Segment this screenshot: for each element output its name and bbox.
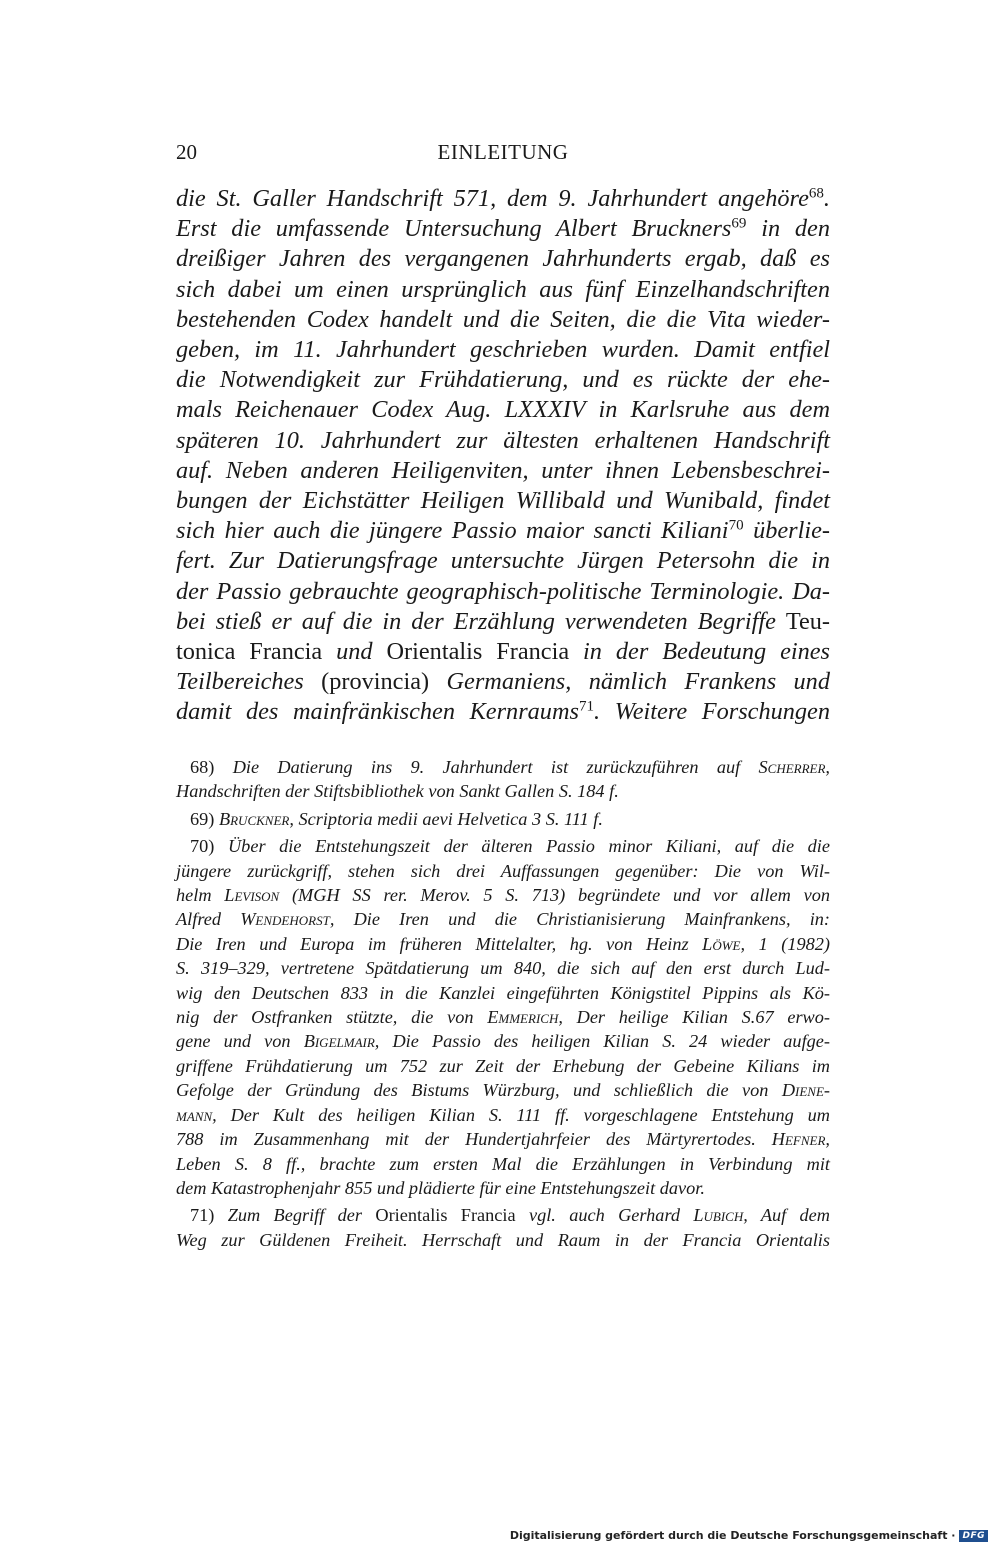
funding-credit-text: Digitalisierung gefördert durch die Deutsche Forschungsgemeinschaft · [509,1529,956,1542]
text-line: geben, im 11. Jahrhundert geschrieben wurden. Damit entfiel [176,336,830,364]
footnote-70: 70) Über die Entstehungszeit der älteren Passio minor Kiliani, auf die die jüngere zurückgriff, stehen sich drei Auffassungen gegenüber: Die von Wil- helm Levison (MGH SS rer. Merov. 5 S. 713) begründete und vor allem von Alfred Wendehorst, Die Iren und die Christianisierung Mainfrankens, in: Die Iren und Europa im früheren Mittelalter, hg. von Heinz Löwe, 1 (1982) S. 319–329, vertretene Spätdatierung um 840, die sich auf den erst durch Lud- wig den Deutschen 833 in die Kanzlei eingeführten Königstitel Pippins als Kö- nig der Ostfranken stützte, die von Emmerich, Der heilige Kilian S.67 erwo- gene und von Bigelmair, Die Passio des heiligen Kilian S. 24 wieder aufge- griffene Frühdatierung um 752 zur Zeit der Erhebung der Gebeine Kilians im Gefolge der Gründung des Bistums Würzburg, und schließlich die von Diene- mann, Der Kult des heiligen Kilian S. 111 ff. vorgeschlagene Entstehung um 788 im Zusammenhang mit der Hundertjahrfeier des Märtyrertodes. Hefner, Leben S. 8 ff., brachte zum ersten Mal die Erzählungen in Verbindung mit dem Katastrophenjahr 855 und plädierte für eine Entstehungszeit davor. [176,836,831,1198]
footnotes [176,755,830,1255]
dfg-logo-icon: DFG [959,1530,988,1542]
text-line: der Passio gebrauchte geographisch-politische Terminologie. Da- [176,577,830,605]
text-line: bei stieß er auf die in der Erzählung verwendeten Begriffe Teu- [176,607,830,635]
running-title: EINLEITUNG [437,140,569,164]
main-text [176,184,830,728]
text-line: bestehenden Codex handelt und die Seiten, die die Vita wieder- [176,305,830,333]
text-line: auf. Neben anderen Heiligenviten, unter ihnen Lebensbeschrei- [176,456,830,484]
text-line: tonica Francia und Orientalis Francia in der Bedeutung eines [176,638,830,666]
text-line: fert. Zur Datierungsfrage untersuchte Jürgen Petersohn die in [176,547,830,575]
text-line: bungen der Eichstätter Heiligen Willibald und Wunibald, findet [176,487,830,515]
page-number: 20 [176,140,197,164]
text-line: Erst die umfassende Untersuchung Albert Bruckners$^{69}$ in den [176,215,830,243]
text-line: sich dabei um einen ursprünglich aus fünf Einzelhandschriften [176,275,830,303]
text-line: dreißiger Jahren des vergangenen Jahrhunderts ergab, daß es [176,245,830,273]
page-header [176,140,830,170]
text-line: die St. Galler Handschrift 571, dem 9. Jahrhundert angehöre$^{68}$. [176,185,830,212]
text-line: späteren 10. Jahrhundert zur ältesten erhaltenen Handschrift [176,426,830,454]
text-line: damit des mainfränkischen Kernraums$^{71}$. Weitere Forschungen [176,698,830,726]
footnote-69: 69) Bruckner, Scriptoria medii aevi Helvetica 3 S. 111 f. [190,808,603,829]
footnote-71: 71) Zum Begriff der Orientalis Francia vgl. auch Gerhard Lubich, Auf dem Weg zur Güldenen Freiheit. Herrschaft und Raum in der Francia Orientalis [176,1205,830,1250]
text-line: die Notwendigkeit zur Frühdatierung, und es rückte der ehe- [176,366,830,394]
text-line: mals Reichenauer Codex Aug. LXXXIV in Karlsruhe aus dem [176,396,830,424]
text-line: Teilbereiches (provincia) Germaniens, nämlich Frankens und [176,668,830,696]
funding-credit [510,1529,988,1542]
text-line: sich hier auch die jüngere Passio maior sancti Kiliani$^{70}$ überlie- [176,517,830,545]
footnote-68: 68) Die Datierung ins 9. Jahrhundert ist zurückzuführen auf Scherrer, Handschriften der Stiftsbibliothek von Sankt Gallen S. 184 f. [176,757,830,802]
